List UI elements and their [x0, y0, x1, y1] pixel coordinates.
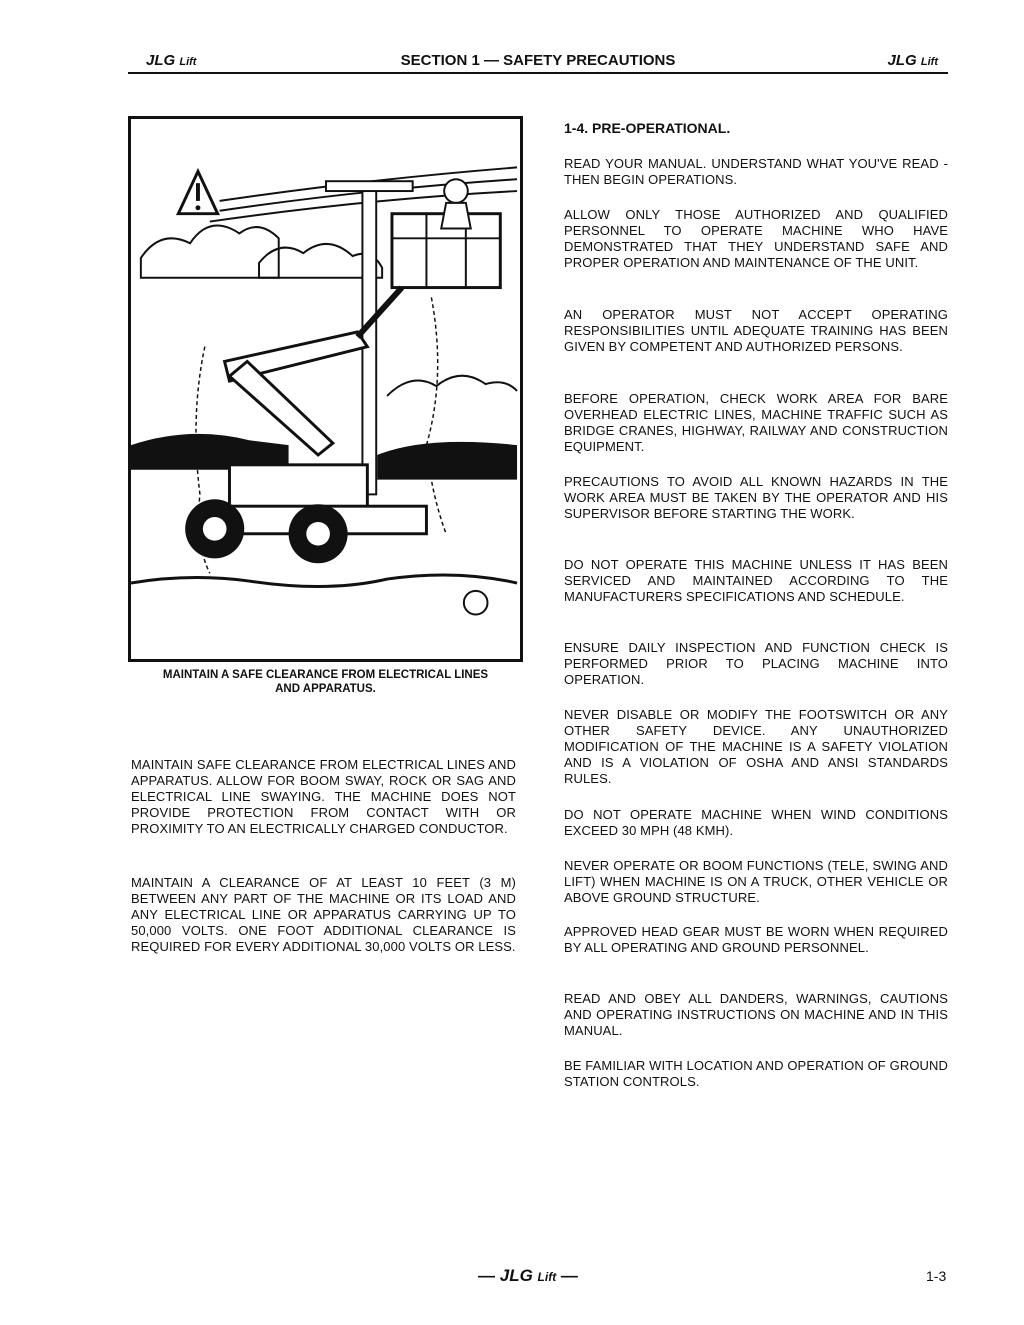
worker-figure — [444, 179, 468, 203]
safety-illustration — [128, 116, 523, 662]
right-paragraph-3: AN OPERATOR MUST NOT ACCEPT OPERATING RESPONSIBILITIES UNTIL ADEQUATE TRAINING HAS BEEN GIVEN BY COMPETENT AND AUTHORIZED PERSONS. — [564, 307, 948, 354]
page-footer-logo: — JLG Lift — — [478, 1266, 578, 1285]
right-paragraph-4: BEFORE OPERATION, CHECK WORK AREA FOR BARE OVERHEAD ELECTRIC LINES, MACHINE TRAFFIC SUCH AS BRIDGE CRANES, HIGHWAY, RAILWAY AND CONSTRUCTION EQUIPMENT. — [564, 391, 948, 454]
header-right-brand: JLG — [887, 52, 917, 69]
page-number: 1-3 — [926, 1268, 947, 1284]
machine-chassis — [229, 465, 367, 509]
footer-brand: JLG — [499, 1266, 533, 1285]
header-right-logo — [888, 52, 938, 69]
cloud-right — [387, 376, 517, 396]
left-paragraph-2: MAINTAIN A CLEARANCE OF AT LEAST 10 FEET (3 M) BETWEEN ANY PART OF THE MACHINE OR ITS LOAD AND ANY ELECTRICAL LINE OR APPARATUS CARRYING UP TO 50,000 VOLTS. ONE FOOT ADDITIONAL CLEARANCE IS REQUIRED FOR EVERY ADDITIONAL 30,000 VOLTS OR LESS. — [131, 875, 516, 954]
right-paragraph-7: ENSURE DAILY INSPECTION AND FUNCTION CHECK IS PERFORMED PRIOR TO PLACING MACHINE INTO OPERATION. — [564, 640, 948, 687]
boom-lift-drawing — [131, 119, 520, 659]
ground-line — [131, 575, 517, 587]
right-paragraph-9: DO NOT OPERATE MACHINE WHEN WIND CONDITIONS EXCEED 30 MPH (48 KMH). — [564, 807, 948, 838]
right-paragraph-1: READ YOUR MANUAL. UNDERSTAND WHAT YOU'VE READ - THEN BEGIN OPERATIONS. — [564, 156, 948, 187]
right-paragraph-8: NEVER DISABLE OR MODIFY THE FOOTSWITCH OR ANY OTHER SAFETY DEVICE. ANY UNAUTHORIZED MODIFICATION OF THE MACHINE IS A SAFETY VIOLATION AND IS A VIOLATION OF OSHA AND ANSI STANDARDS RULES. — [564, 707, 948, 786]
header-section-title: SECTION 1 — SAFETY PRECAUTIONS — [400, 52, 676, 69]
hill-right — [377, 442, 517, 480]
right-paragraph-11: APPROVED HEAD GEAR MUST BE WORN WHEN REQUIRED BY ALL OPERATING AND GROUND PERSONNEL. — [564, 924, 948, 955]
cloud-left — [141, 226, 279, 278]
caption-line-1: MAINTAIN A SAFE CLEARANCE FROM ELECTRICAL LINES — [162, 669, 489, 681]
left-paragraph-1: MAINTAIN SAFE CLEARANCE FROM ELECTRICAL LINES AND APPARATUS. ALLOW FOR BOOM SWAY, ROCK OR SAG AND ELECTRICAL LINE SWAYING. THE MACHINE DOES NOT PROVIDE PROTECTION FROM CONTACT WITH OR PROXIMITY TO AN ELECTRICALLY CHARGED CONDUCTOR. — [131, 757, 516, 836]
right-paragraph-5: PRECAUTIONS TO AVOID ALL KNOWN HAZARDS IN THE WORK AREA MUST BE TAKEN BY THE OPERATOR AND HIS SUPERVISOR BEFORE STARTING THE WORK. — [564, 474, 948, 521]
header-left-brand: JLG — [146, 52, 176, 69]
header-right-sub: Lift — [920, 56, 938, 68]
header-left-sub: Lift — [179, 56, 197, 68]
caption-line-2: AND APPARATUS. — [275, 683, 376, 695]
right-paragraph-6: DO NOT OPERATE THIS MACHINE UNLESS IT HAS BEEN SERVICED AND MAINTAINED ACCORDING TO THE MANUFACTURERS SPECIFICATIONS AND SCHEDULE. — [564, 557, 948, 604]
footer-sub: Lift — [537, 1270, 557, 1284]
right-paragraph-10: NEVER OPERATE OR BOOM FUNCTIONS (TELE, SWING AND LIFT) WHEN MACHINE IS ON A TRUCK, OTHER VEHICLE OR ABOVE GROUND STRUCTURE. — [564, 858, 948, 905]
figure-caption — [128, 668, 523, 696]
section-heading: 1-4. PRE-OPERATIONAL. — [564, 120, 731, 136]
right-paragraph-12: READ AND OBEY ALL DANDERS, WARNINGS, CAUTIONS AND OPERATING INSTRUCTIONS ON MACHINE AND IN THIS MANUAL. — [564, 991, 948, 1038]
artist-logo-icon — [464, 591, 488, 615]
right-paragraph-2: ALLOW ONLY THOSE AUTHORIZED AND QUALIFIED PERSONNEL TO OPERATE MACHINE WHO HAVE DEMONSTRATED THAT THEY UNDERSTAND SAFE AND PROPER OPERATION AND MAINTENANCE OF THE UNIT. — [564, 207, 948, 270]
page-header — [128, 50, 948, 74]
right-paragraph-13: BE FAMILIAR WITH LOCATION AND OPERATION OF GROUND STATION CONTROLS. — [564, 1058, 948, 1089]
